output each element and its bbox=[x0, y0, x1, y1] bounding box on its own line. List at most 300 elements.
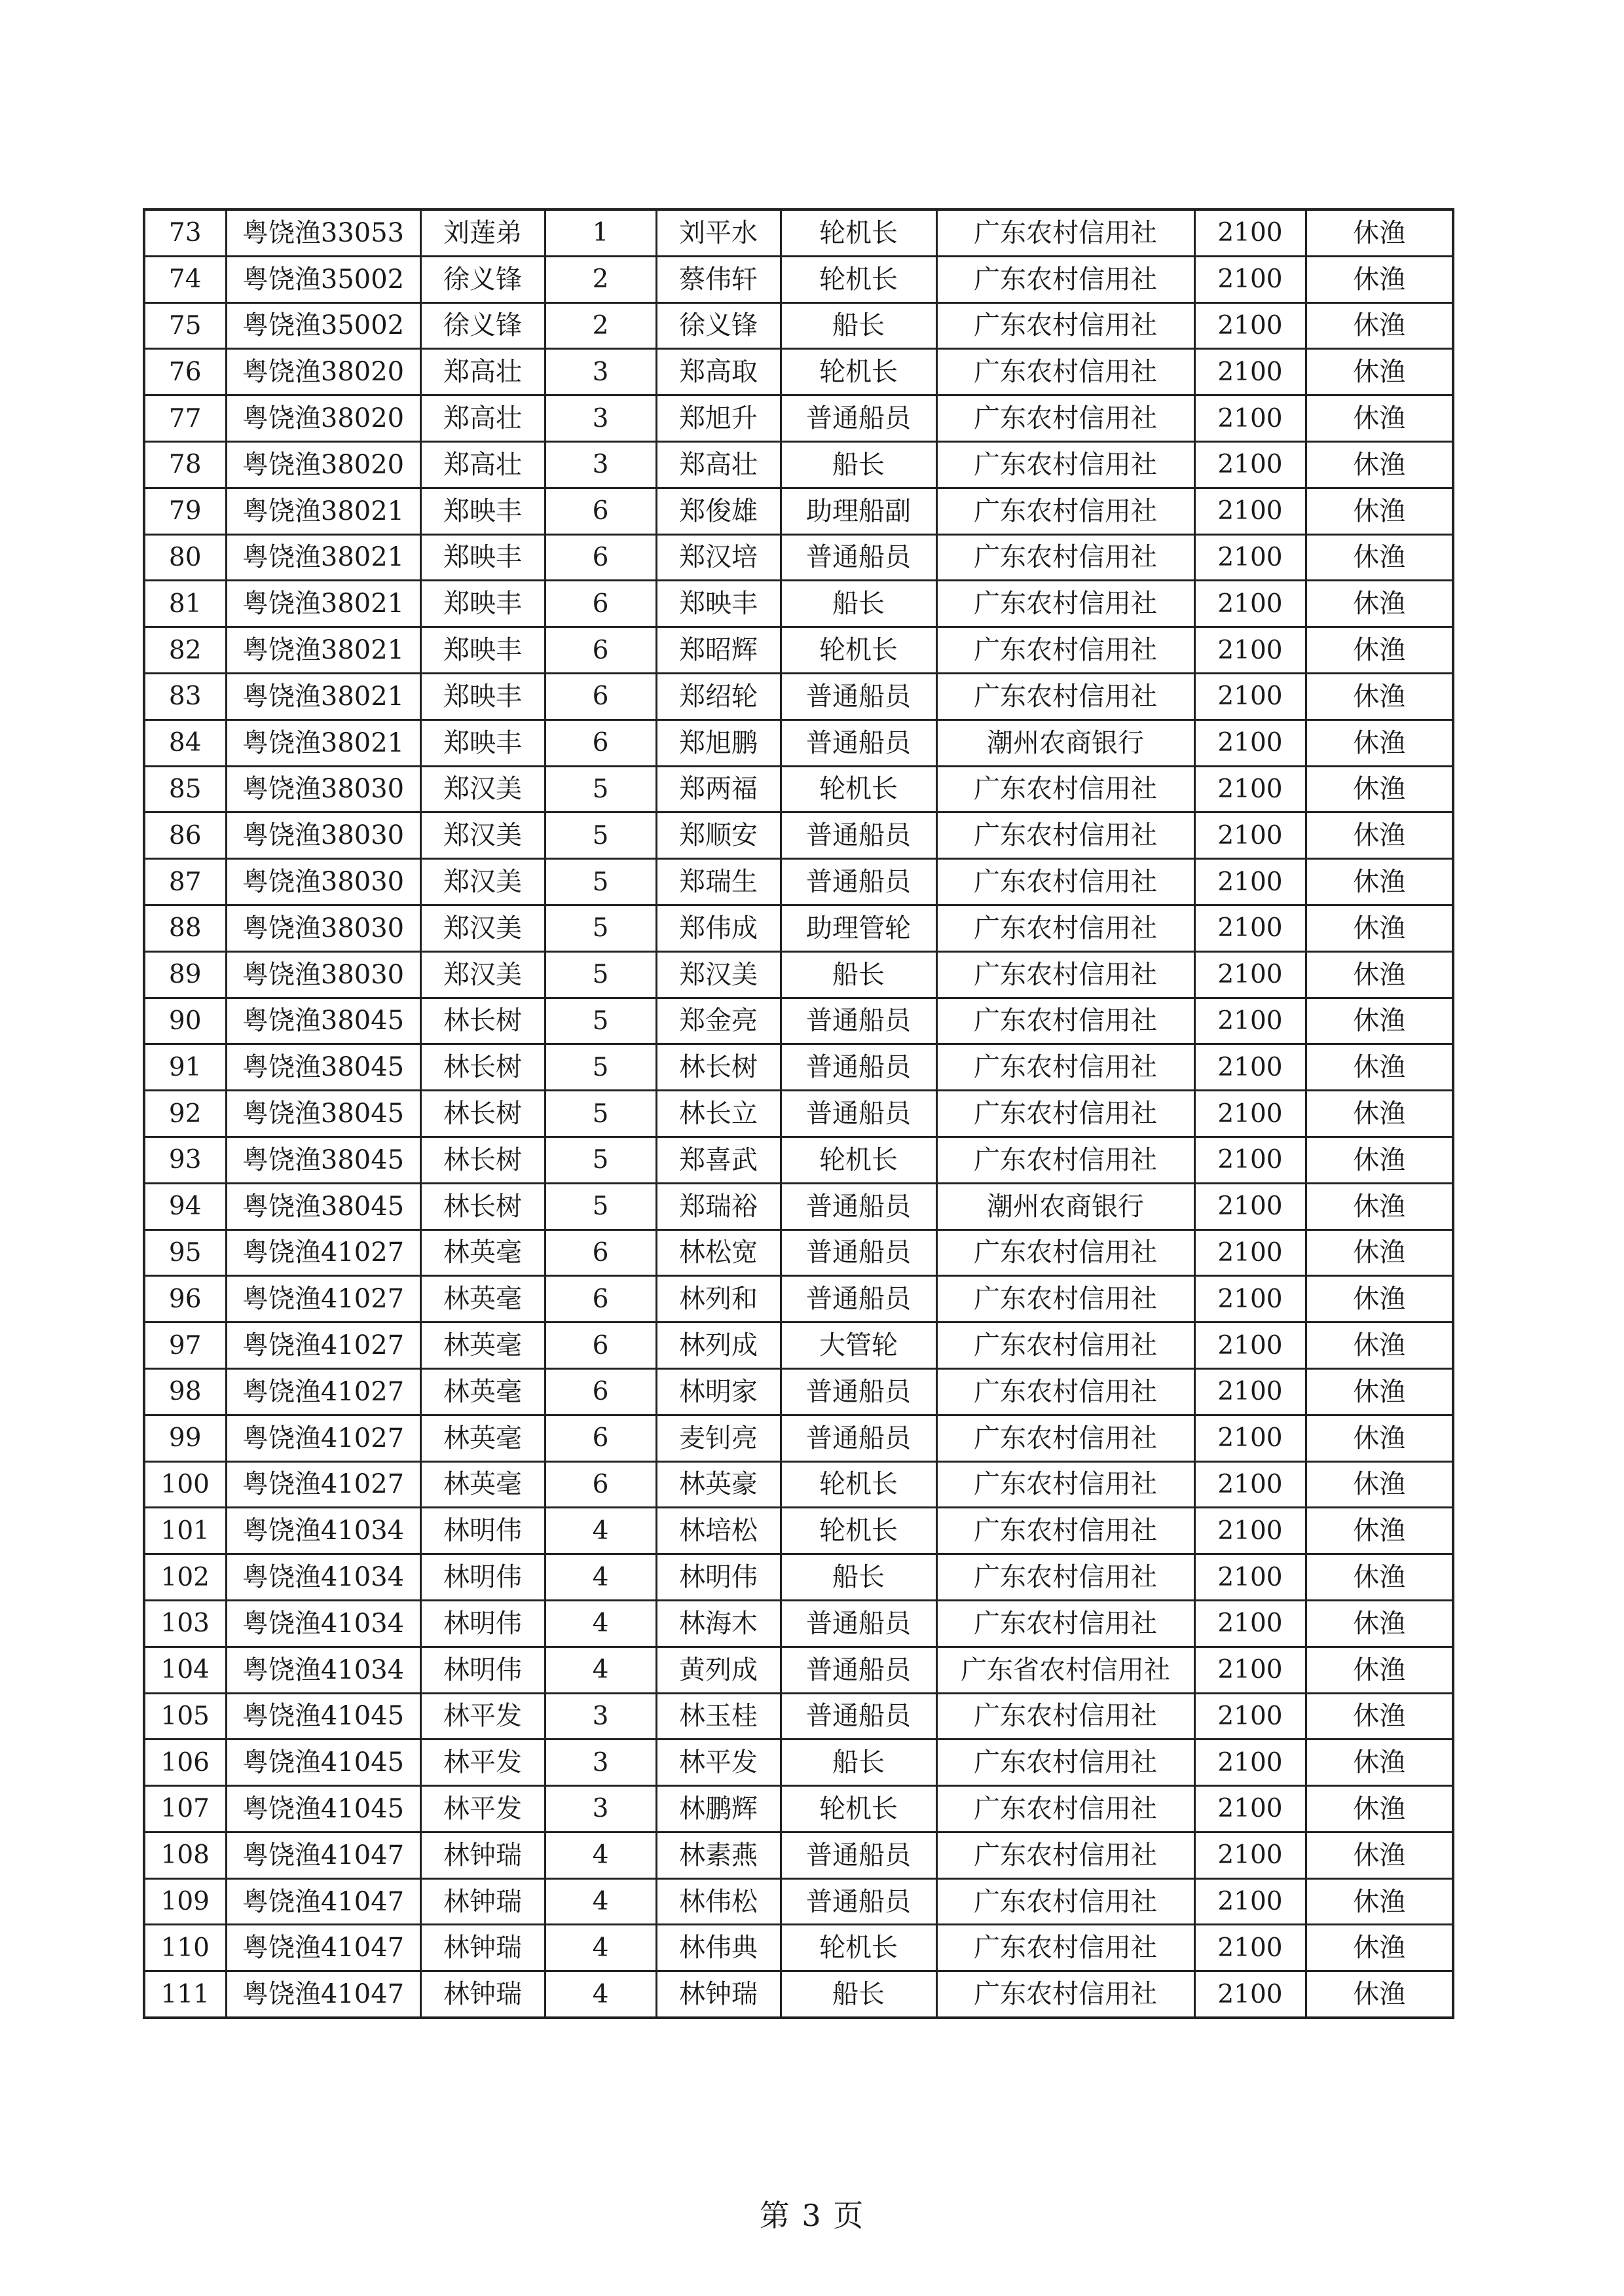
crew-name-cell: 刘平水 bbox=[656, 210, 781, 256]
row-index-cell: 75 bbox=[144, 302, 226, 349]
subsidy-amount-cell: 2100 bbox=[1194, 1740, 1306, 1786]
owner-name-cell: 刘莲弟 bbox=[420, 210, 545, 256]
subsidy-amount-cell: 2100 bbox=[1194, 1925, 1306, 1971]
subsidy-type-cell: 休渔 bbox=[1306, 905, 1453, 951]
bank-name-cell: 广东农村信用社 bbox=[936, 441, 1194, 488]
table-row bbox=[144, 1461, 1453, 1508]
crew-position-cell: 轮机长 bbox=[781, 1137, 936, 1183]
subsidy-amount-cell: 2100 bbox=[1194, 720, 1306, 766]
crew-position-cell: 轮机长 bbox=[781, 766, 936, 812]
subsidy-type-cell: 休渔 bbox=[1306, 859, 1453, 905]
subsidy-type-cell: 休渔 bbox=[1306, 720, 1453, 766]
vessel-number-cell: 粤饶渔38030 bbox=[226, 812, 420, 859]
vessel-number-cell: 粤饶渔38021 bbox=[226, 488, 420, 534]
row-index-cell: 77 bbox=[144, 395, 226, 442]
subsidy-amount-cell: 2100 bbox=[1194, 349, 1306, 395]
owner-name-cell: 郑汉美 bbox=[420, 766, 545, 812]
subsidy-amount-cell: 2100 bbox=[1194, 1786, 1306, 1832]
bank-name-cell: 广东农村信用社 bbox=[936, 1740, 1194, 1786]
row-index-cell: 108 bbox=[144, 1832, 226, 1878]
table-body bbox=[144, 210, 1453, 2018]
owner-name-cell: 林平发 bbox=[420, 1740, 545, 1786]
subsidy-amount-cell: 2100 bbox=[1194, 1600, 1306, 1647]
vessel-number-cell: 粤饶渔38030 bbox=[226, 859, 420, 905]
crew-position-cell: 普通船员 bbox=[781, 1276, 936, 1322]
vessel-number-cell: 粤饶渔38045 bbox=[226, 1137, 420, 1183]
vessel-number-cell: 粤饶渔38030 bbox=[226, 905, 420, 951]
crew-count-cell: 4 bbox=[545, 1832, 656, 1878]
subsidy-amount-cell: 2100 bbox=[1194, 905, 1306, 951]
row-index-cell: 89 bbox=[144, 951, 226, 998]
row-index-cell: 110 bbox=[144, 1925, 226, 1971]
crew-name-cell: 郑高取 bbox=[656, 349, 781, 395]
bank-name-cell: 广东农村信用社 bbox=[936, 534, 1194, 581]
crew-position-cell: 大管轮 bbox=[781, 1322, 936, 1369]
row-index-cell: 84 bbox=[144, 720, 226, 766]
crew-count-cell: 5 bbox=[545, 812, 656, 859]
subsidy-type-cell: 休渔 bbox=[1306, 1971, 1453, 2018]
owner-name-cell: 林长树 bbox=[420, 1044, 545, 1091]
row-index-cell: 104 bbox=[144, 1647, 226, 1693]
crew-position-cell: 船长 bbox=[781, 1971, 936, 2018]
crew-position-cell: 轮机长 bbox=[781, 210, 936, 256]
vessel-number-cell: 粤饶渔38021 bbox=[226, 534, 420, 581]
subsidy-type-cell: 休渔 bbox=[1306, 673, 1453, 720]
crew-name-cell: 林鹏辉 bbox=[656, 1786, 781, 1832]
subsidy-type-cell: 休渔 bbox=[1306, 1878, 1453, 1925]
crew-name-cell: 林列成 bbox=[656, 1322, 781, 1369]
crew-name-cell: 郑高壮 bbox=[656, 441, 781, 488]
table-row bbox=[144, 1091, 1453, 1137]
table-row bbox=[144, 302, 1453, 349]
crew-position-cell: 普通船员 bbox=[781, 1415, 936, 1461]
row-index-cell: 86 bbox=[144, 812, 226, 859]
crew-count-cell: 4 bbox=[545, 1971, 656, 2018]
table-row bbox=[144, 1322, 1453, 1369]
table-row bbox=[144, 1230, 1453, 1276]
subsidy-amount-cell: 2100 bbox=[1194, 1322, 1306, 1369]
row-index-cell: 92 bbox=[144, 1091, 226, 1137]
owner-name-cell: 林长树 bbox=[420, 1091, 545, 1137]
subsidy-type-cell: 休渔 bbox=[1306, 951, 1453, 998]
row-index-cell: 107 bbox=[144, 1786, 226, 1832]
table-row bbox=[144, 1183, 1453, 1230]
crew-name-cell: 郑两福 bbox=[656, 766, 781, 812]
crew-name-cell: 徐义锋 bbox=[656, 302, 781, 349]
subsidy-amount-cell: 2100 bbox=[1194, 488, 1306, 534]
crew-name-cell: 郑顺安 bbox=[656, 812, 781, 859]
crew-position-cell: 普通船员 bbox=[781, 1693, 936, 1740]
vessel-number-cell: 粤饶渔38021 bbox=[226, 581, 420, 627]
crew-position-cell: 普通船员 bbox=[781, 1230, 936, 1276]
table-row bbox=[144, 441, 1453, 488]
subsidy-amount-cell: 2100 bbox=[1194, 1230, 1306, 1276]
crew-count-cell: 3 bbox=[545, 1786, 656, 1832]
crew-count-cell: 6 bbox=[545, 720, 656, 766]
subsidy-type-cell: 休渔 bbox=[1306, 1415, 1453, 1461]
table-row bbox=[144, 1276, 1453, 1322]
subsidy-amount-cell: 2100 bbox=[1194, 534, 1306, 581]
row-index-cell: 103 bbox=[144, 1600, 226, 1647]
bank-name-cell: 广东农村信用社 bbox=[936, 349, 1194, 395]
owner-name-cell: 林钟瑞 bbox=[420, 1925, 545, 1971]
crew-count-cell: 5 bbox=[545, 766, 656, 812]
vessel-number-cell: 粤饶渔38020 bbox=[226, 395, 420, 442]
table-row bbox=[144, 1693, 1453, 1740]
crew-position-cell: 船长 bbox=[781, 302, 936, 349]
subsidy-type-cell: 休渔 bbox=[1306, 627, 1453, 674]
crew-position-cell: 轮机长 bbox=[781, 1461, 936, 1508]
crew-name-cell: 郑喜武 bbox=[656, 1137, 781, 1183]
row-index-cell: 94 bbox=[144, 1183, 226, 1230]
vessel-number-cell: 粤饶渔41027 bbox=[226, 1461, 420, 1508]
subsidy-amount-cell: 2100 bbox=[1194, 210, 1306, 256]
crew-count-cell: 4 bbox=[545, 1647, 656, 1693]
owner-name-cell: 林钟瑞 bbox=[420, 1971, 545, 2018]
owner-name-cell: 林钟瑞 bbox=[420, 1832, 545, 1878]
bank-name-cell: 广东农村信用社 bbox=[936, 1832, 1194, 1878]
owner-name-cell: 林平发 bbox=[420, 1786, 545, 1832]
vessel-number-cell: 粤饶渔41027 bbox=[226, 1368, 420, 1415]
owner-name-cell: 郑映丰 bbox=[420, 581, 545, 627]
row-index-cell: 111 bbox=[144, 1971, 226, 2018]
table-row bbox=[144, 1878, 1453, 1925]
subsidy-amount-cell: 2100 bbox=[1194, 1832, 1306, 1878]
crew-position-cell: 轮机长 bbox=[781, 256, 936, 302]
owner-name-cell: 林明伟 bbox=[420, 1647, 545, 1693]
subsidy-type-cell: 休渔 bbox=[1306, 395, 1453, 442]
owner-name-cell: 林英毫 bbox=[420, 1276, 545, 1322]
crew-count-cell: 5 bbox=[545, 998, 656, 1044]
crew-count-cell: 6 bbox=[545, 581, 656, 627]
table-row bbox=[144, 1508, 1453, 1554]
vessel-number-cell: 粤饶渔41047 bbox=[226, 1925, 420, 1971]
subsidy-amount-cell: 2100 bbox=[1194, 1554, 1306, 1601]
table-row bbox=[144, 1786, 1453, 1832]
crew-position-cell: 普通船员 bbox=[781, 1878, 936, 1925]
subsidy-amount-cell: 2100 bbox=[1194, 302, 1306, 349]
crew-position-cell: 轮机长 bbox=[781, 627, 936, 674]
table-row bbox=[144, 1554, 1453, 1601]
row-index-cell: 100 bbox=[144, 1461, 226, 1508]
bank-name-cell: 广东农村信用社 bbox=[936, 998, 1194, 1044]
row-index-cell: 87 bbox=[144, 859, 226, 905]
row-index-cell: 101 bbox=[144, 1508, 226, 1554]
bank-name-cell: 广东农村信用社 bbox=[936, 488, 1194, 534]
subsidy-type-cell: 休渔 bbox=[1306, 1786, 1453, 1832]
subsidy-amount-cell: 2100 bbox=[1194, 1693, 1306, 1740]
subsidy-amount-cell: 2100 bbox=[1194, 1276, 1306, 1322]
crew-name-cell: 林英豪 bbox=[656, 1461, 781, 1508]
bank-name-cell: 广东农村信用社 bbox=[936, 395, 1194, 442]
crew-name-cell: 林长树 bbox=[656, 1044, 781, 1091]
row-index-cell: 93 bbox=[144, 1137, 226, 1183]
crew-count-cell: 4 bbox=[545, 1878, 656, 1925]
subsidy-type-cell: 休渔 bbox=[1306, 1740, 1453, 1786]
subsidy-type-cell: 休渔 bbox=[1306, 210, 1453, 256]
crew-position-cell: 轮机长 bbox=[781, 349, 936, 395]
crew-position-cell: 普通船员 bbox=[781, 859, 936, 905]
crew-count-cell: 6 bbox=[545, 627, 656, 674]
crew-position-cell: 普通船员 bbox=[781, 673, 936, 720]
owner-name-cell: 林明伟 bbox=[420, 1508, 545, 1554]
crew-count-cell: 5 bbox=[545, 859, 656, 905]
crew-name-cell: 林伟典 bbox=[656, 1925, 781, 1971]
table-row bbox=[144, 349, 1453, 395]
crew-position-cell: 助理船副 bbox=[781, 488, 936, 534]
crew-count-cell: 5 bbox=[545, 1044, 656, 1091]
crew-name-cell: 郑汉美 bbox=[656, 951, 781, 998]
table-row bbox=[144, 1600, 1453, 1647]
row-index-cell: 80 bbox=[144, 534, 226, 581]
crew-name-cell: 郑伟成 bbox=[656, 905, 781, 951]
crew-name-cell: 郑瑞裕 bbox=[656, 1183, 781, 1230]
table-row bbox=[144, 1137, 1453, 1183]
crew-position-cell: 船长 bbox=[781, 1554, 936, 1601]
owner-name-cell: 郑映丰 bbox=[420, 673, 545, 720]
owner-name-cell: 林英毫 bbox=[420, 1230, 545, 1276]
owner-name-cell: 郑映丰 bbox=[420, 534, 545, 581]
bank-name-cell: 广东农村信用社 bbox=[936, 1600, 1194, 1647]
bank-name-cell: 广东农村信用社 bbox=[936, 1044, 1194, 1091]
vessel-number-cell: 粤饶渔38045 bbox=[226, 1183, 420, 1230]
row-index-cell: 90 bbox=[144, 998, 226, 1044]
table-row bbox=[144, 627, 1453, 674]
bank-name-cell: 广东农村信用社 bbox=[936, 1368, 1194, 1415]
row-index-cell: 76 bbox=[144, 349, 226, 395]
table-row bbox=[144, 720, 1453, 766]
subsidy-amount-cell: 2100 bbox=[1194, 812, 1306, 859]
bank-name-cell: 广东农村信用社 bbox=[936, 1322, 1194, 1369]
crew-count-cell: 5 bbox=[545, 1091, 656, 1137]
table-row bbox=[144, 210, 1453, 256]
subsidy-type-cell: 休渔 bbox=[1306, 1925, 1453, 1971]
crew-position-cell: 普通船员 bbox=[781, 395, 936, 442]
owner-name-cell: 郑汉美 bbox=[420, 905, 545, 951]
vessel-number-cell: 粤饶渔38021 bbox=[226, 720, 420, 766]
owner-name-cell: 林明伟 bbox=[420, 1600, 545, 1647]
table-row bbox=[144, 673, 1453, 720]
crew-position-cell: 普通船员 bbox=[781, 1647, 936, 1693]
crew-count-cell: 5 bbox=[545, 1137, 656, 1183]
subsidy-amount-cell: 2100 bbox=[1194, 766, 1306, 812]
bank-name-cell: 广东农村信用社 bbox=[936, 1971, 1194, 2018]
vessel-number-cell: 粤饶渔41027 bbox=[226, 1415, 420, 1461]
row-index-cell: 97 bbox=[144, 1322, 226, 1369]
vessel-number-cell: 粤饶渔41027 bbox=[226, 1322, 420, 1369]
table-row bbox=[144, 998, 1453, 1044]
crew-count-cell: 6 bbox=[545, 1276, 656, 1322]
owner-name-cell: 林钟瑞 bbox=[420, 1878, 545, 1925]
crew-position-cell: 普通船员 bbox=[781, 812, 936, 859]
subsidy-type-cell: 休渔 bbox=[1306, 302, 1453, 349]
crew-name-cell: 林平发 bbox=[656, 1740, 781, 1786]
row-index-cell: 102 bbox=[144, 1554, 226, 1601]
vessel-number-cell: 粤饶渔41045 bbox=[226, 1786, 420, 1832]
crew-position-cell: 普通船员 bbox=[781, 1044, 936, 1091]
bank-name-cell: 广东农村信用社 bbox=[936, 951, 1194, 998]
subsidy-type-cell: 休渔 bbox=[1306, 1508, 1453, 1554]
vessel-number-cell: 粤饶渔41027 bbox=[226, 1276, 420, 1322]
owner-name-cell: 林英毫 bbox=[420, 1415, 545, 1461]
crew-position-cell: 普通船员 bbox=[781, 1091, 936, 1137]
vessel-number-cell: 粤饶渔33053 bbox=[226, 210, 420, 256]
subsidy-amount-cell: 2100 bbox=[1194, 1183, 1306, 1230]
bank-name-cell: 广东农村信用社 bbox=[936, 581, 1194, 627]
crew-position-cell: 普通船员 bbox=[781, 720, 936, 766]
table-row bbox=[144, 1044, 1453, 1091]
subsidy-amount-cell: 2100 bbox=[1194, 951, 1306, 998]
bank-name-cell: 广东农村信用社 bbox=[936, 1693, 1194, 1740]
crew-name-cell: 林松宽 bbox=[656, 1230, 781, 1276]
bank-name-cell: 广东农村信用社 bbox=[936, 1786, 1194, 1832]
owner-name-cell: 徐义锋 bbox=[420, 256, 545, 302]
bank-name-cell: 广东农村信用社 bbox=[936, 812, 1194, 859]
crew-count-cell: 3 bbox=[545, 349, 656, 395]
subsidy-type-cell: 休渔 bbox=[1306, 534, 1453, 581]
crew-count-cell: 6 bbox=[545, 534, 656, 581]
owner-name-cell: 林长树 bbox=[420, 1183, 545, 1230]
crew-count-cell: 4 bbox=[545, 1600, 656, 1647]
subsidy-amount-cell: 2100 bbox=[1194, 673, 1306, 720]
crew-name-cell: 林钟瑞 bbox=[656, 1971, 781, 2018]
owner-name-cell: 林长树 bbox=[420, 998, 545, 1044]
bank-name-cell: 广东农村信用社 bbox=[936, 1554, 1194, 1601]
crew-position-cell: 普通船员 bbox=[781, 1183, 936, 1230]
table-row bbox=[144, 812, 1453, 859]
vessel-number-cell: 粤饶渔38045 bbox=[226, 1091, 420, 1137]
bank-name-cell: 广东农村信用社 bbox=[936, 1878, 1194, 1925]
table-row bbox=[144, 395, 1453, 442]
crew-count-cell: 6 bbox=[545, 1322, 656, 1369]
row-index-cell: 91 bbox=[144, 1044, 226, 1091]
owner-name-cell: 郑高壮 bbox=[420, 395, 545, 442]
subsidy-type-cell: 休渔 bbox=[1306, 581, 1453, 627]
row-index-cell: 105 bbox=[144, 1693, 226, 1740]
bank-name-cell: 广东农村信用社 bbox=[936, 859, 1194, 905]
crew-count-cell: 1 bbox=[545, 210, 656, 256]
subsidy-type-cell: 休渔 bbox=[1306, 256, 1453, 302]
table-row bbox=[144, 1740, 1453, 1786]
vessel-number-cell: 粤饶渔41034 bbox=[226, 1554, 420, 1601]
crew-position-cell: 轮机长 bbox=[781, 1925, 936, 1971]
table-row bbox=[144, 1925, 1453, 1971]
crew-position-cell: 普通船员 bbox=[781, 998, 936, 1044]
crew-count-cell: 2 bbox=[545, 256, 656, 302]
owner-name-cell: 郑映丰 bbox=[420, 720, 545, 766]
crew-name-cell: 郑绍轮 bbox=[656, 673, 781, 720]
crew-count-cell: 6 bbox=[545, 488, 656, 534]
table-row bbox=[144, 1971, 1453, 2018]
crew-position-cell: 船长 bbox=[781, 951, 936, 998]
vessel-number-cell: 粤饶渔41047 bbox=[226, 1832, 420, 1878]
subsidy-amount-cell: 2100 bbox=[1194, 627, 1306, 674]
owner-name-cell: 林英毫 bbox=[420, 1368, 545, 1415]
crew-name-cell: 郑旭升 bbox=[656, 395, 781, 442]
crew-position-cell: 助理管轮 bbox=[781, 905, 936, 951]
subsidy-amount-cell: 2100 bbox=[1194, 256, 1306, 302]
crew-count-cell: 5 bbox=[545, 951, 656, 998]
crew-count-cell: 3 bbox=[545, 1740, 656, 1786]
bank-name-cell: 广东农村信用社 bbox=[936, 1415, 1194, 1461]
owner-name-cell: 林英毫 bbox=[420, 1461, 545, 1508]
crew-name-cell: 郑昭辉 bbox=[656, 627, 781, 674]
bank-name-cell: 广东农村信用社 bbox=[936, 1461, 1194, 1508]
crew-count-cell: 4 bbox=[545, 1925, 656, 1971]
vessel-number-cell: 粤饶渔38020 bbox=[226, 349, 420, 395]
owner-name-cell: 郑汉美 bbox=[420, 812, 545, 859]
vessel-number-cell: 粤饶渔35002 bbox=[226, 256, 420, 302]
subsidy-type-cell: 休渔 bbox=[1306, 1368, 1453, 1415]
subsidy-type-cell: 休渔 bbox=[1306, 1322, 1453, 1369]
crew-name-cell: 林伟松 bbox=[656, 1878, 781, 1925]
table-row bbox=[144, 581, 1453, 627]
table-row bbox=[144, 488, 1453, 534]
vessel-number-cell: 粤饶渔41045 bbox=[226, 1693, 420, 1740]
bank-name-cell: 广东省农村信用社 bbox=[936, 1647, 1194, 1693]
vessel-number-cell: 粤饶渔41027 bbox=[226, 1230, 420, 1276]
crew-name-cell: 郑俊雄 bbox=[656, 488, 781, 534]
owner-name-cell: 郑汉美 bbox=[420, 951, 545, 998]
bank-name-cell: 广东农村信用社 bbox=[936, 1091, 1194, 1137]
crew-count-cell: 3 bbox=[545, 1693, 656, 1740]
crew-name-cell: 林明家 bbox=[656, 1368, 781, 1415]
table-row bbox=[144, 859, 1453, 905]
vessel-number-cell: 粤饶渔38045 bbox=[226, 1044, 420, 1091]
subsidy-amount-cell: 2100 bbox=[1194, 1461, 1306, 1508]
crew-position-cell: 船长 bbox=[781, 581, 936, 627]
owner-name-cell: 徐义锋 bbox=[420, 302, 545, 349]
crew-position-cell: 普通船员 bbox=[781, 1600, 936, 1647]
crew-count-cell: 6 bbox=[545, 673, 656, 720]
owner-name-cell: 林英毫 bbox=[420, 1322, 545, 1369]
crew-name-cell: 蔡伟轩 bbox=[656, 256, 781, 302]
row-index-cell: 78 bbox=[144, 441, 226, 488]
subsidy-amount-cell: 2100 bbox=[1194, 998, 1306, 1044]
table-row bbox=[144, 1368, 1453, 1415]
bank-name-cell: 广东农村信用社 bbox=[936, 1276, 1194, 1322]
crew-count-cell: 4 bbox=[545, 1508, 656, 1554]
vessel-number-cell: 粤饶渔41045 bbox=[226, 1740, 420, 1786]
row-index-cell: 95 bbox=[144, 1230, 226, 1276]
subsidy-amount-cell: 2100 bbox=[1194, 1878, 1306, 1925]
table-row bbox=[144, 766, 1453, 812]
bank-name-cell: 广东农村信用社 bbox=[936, 905, 1194, 951]
bank-name-cell: 广东农村信用社 bbox=[936, 210, 1194, 256]
subsidy-amount-cell: 2100 bbox=[1194, 859, 1306, 905]
table-row bbox=[144, 1832, 1453, 1878]
vessel-number-cell: 粤饶渔38030 bbox=[226, 951, 420, 998]
crew-name-cell: 林素燕 bbox=[656, 1832, 781, 1878]
crew-position-cell: 船长 bbox=[781, 1740, 936, 1786]
subsidy-type-cell: 休渔 bbox=[1306, 441, 1453, 488]
bank-name-cell: 广东农村信用社 bbox=[936, 627, 1194, 674]
table-row bbox=[144, 256, 1453, 302]
crew-name-cell: 林培松 bbox=[656, 1508, 781, 1554]
vessel-number-cell: 粤饶渔38021 bbox=[226, 627, 420, 674]
subsidy-type-cell: 休渔 bbox=[1306, 1832, 1453, 1878]
bank-name-cell: 广东农村信用社 bbox=[936, 1230, 1194, 1276]
crew-count-cell: 5 bbox=[545, 905, 656, 951]
owner-name-cell: 郑汉美 bbox=[420, 859, 545, 905]
vessel-number-cell: 粤饶渔38021 bbox=[226, 673, 420, 720]
subsidy-type-cell: 休渔 bbox=[1306, 488, 1453, 534]
subsidy-amount-cell: 2100 bbox=[1194, 1508, 1306, 1554]
subsidy-amount-cell: 2100 bbox=[1194, 1044, 1306, 1091]
crew-position-cell: 普通船员 bbox=[781, 1368, 936, 1415]
row-index-cell: 81 bbox=[144, 581, 226, 627]
subsidy-type-cell: 休渔 bbox=[1306, 1461, 1453, 1508]
